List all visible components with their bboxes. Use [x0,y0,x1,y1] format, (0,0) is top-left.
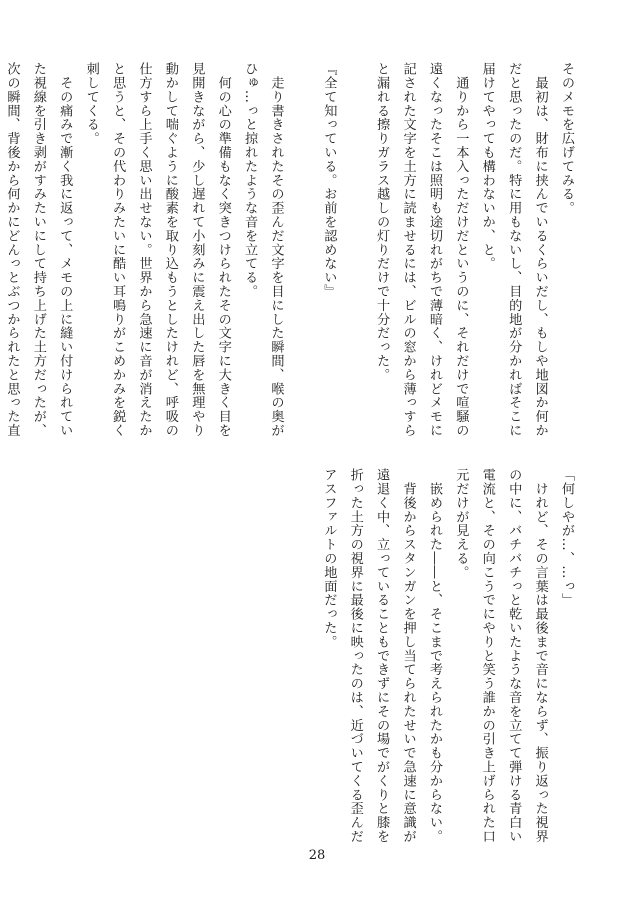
text-column: 背後からスタンガンを押し当てられたせいで急速に意識が [400,468,416,844]
text-column: 走り書きされたその歪んだ文字を目にした瞬間、喉の奥が [268,62,284,438]
text-column: 見開きながら、少し遅れて小刻みに震え出した唇を無理やり [189,62,205,438]
text-column: の中に、バチバチっと乾いたような音を立てて弾ける青白い [506,468,522,844]
text-column: 元だけが見える。 [453,468,469,580]
text-column: 『全て知っている。お前を認めない』 [321,62,337,299]
text-column: 次の瞬間、背後から何かにどんっとぶつかられたと思った直 [4,62,20,438]
page-number: 28 [308,848,326,863]
text-column: けれど、その言葉は最後まで音にならず、振り返った視界 [532,468,548,844]
upper-text-block [0,62,579,457]
text-column: 仕方すら上手く思い出せない。世界から急速に音が消えたか [136,62,152,438]
text-column: 電流と、その向こうでにやりと笑う誰かの引き上げられた口 [479,468,495,844]
text-column: 通りから一本入っただけだというのに、それだけで喧騒の [453,62,469,438]
text-column: 「何しやが…、…っ」 [559,468,574,607]
text-column: た視線を引き剥がすみたいにして持ち上げた土方だったが、 [30,62,46,438]
text-column: と漏れる擦りガラス越しの灯りだけで十分だった。 [374,62,390,382]
text-column: 届けてやっても構わないか、と。 [479,62,495,271]
text-column: 遠退く中、立っていることもできずにその場でがくりと膝を [374,468,390,844]
text-column: と思うと、その代わりみたいに酷い耳鳴りがこめかみを鋭く [110,62,126,438]
text-column: 記された文字を土方に読ませるには、ビルの窓から薄っすら [400,62,416,438]
text-column: 最初は、財布に挟んでいるくらいだし、もしや地図か何か [532,62,548,438]
text-column: 遠くなったそこは照明も途切れがちで薄暗く、けれどメモに [426,62,442,438]
text-column: だと思ったのだ。特に用もないし、目的地が分かればそこに [506,62,522,438]
text-column: 何の心の準備もなく突きつけられたその文字に大きく目を [215,62,231,438]
lower-text-block [315,468,579,844]
text-column [341,62,367,457]
text-column: ひゅ…っと掠れたような音を立てる。 [242,62,258,299]
text-column: そのメモを広げてみる。 [559,62,574,215]
text-column: アスファルトの地面だった。 [321,468,337,649]
text-column: 動かして喘ぐように酸素を取り込もうとしたけれど、呼吸の [162,62,178,438]
text-column: 嵌められた――と、そこまで考えられたかも分からない。 [426,468,442,844]
text-column [289,62,315,457]
text-column: 折った土方の視界に最後に映ったのは、近づいてくる歪んだ [347,468,363,844]
text-column: 刺してくる。 [83,62,99,146]
text-column: その痛みで漸く我に返って、メモの上に縫い付けられてい [57,62,73,438]
